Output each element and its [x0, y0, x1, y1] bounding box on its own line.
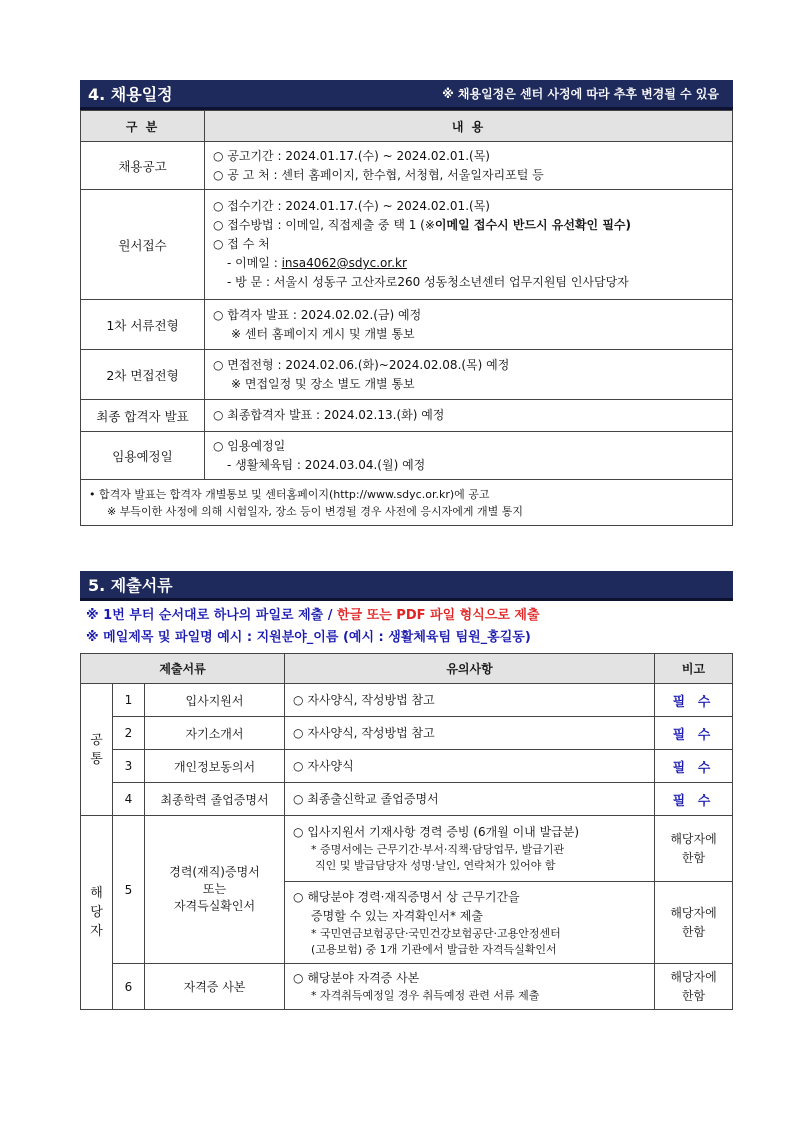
- row-label: 원서접수: [81, 190, 205, 300]
- doc-subnote: * 국민연금보험공단·국민건강보험공단·고용안정센터: [311, 926, 561, 940]
- doc-name: 자기소개서: [145, 717, 285, 750]
- section-documents: [80, 571, 733, 1010]
- row-line: ○ 합격자 발표 : 2024.02.02.(금) 예정: [213, 307, 422, 322]
- row-number: 4: [113, 783, 145, 816]
- table-row: [81, 190, 733, 300]
- group-common: 공 통: [81, 684, 113, 816]
- column-header-content: 내 용: [205, 111, 733, 142]
- row-line: ○ 공 고 처 : 센터 홈페이지, 한수협, 서청협, 서울일자리포털 등: [213, 167, 544, 182]
- email-link[interactable]: insa4062@sdyc.or.kr: [281, 256, 407, 270]
- row-line: ○ 최종합격자 발표 : 2024.02.13.(화) 예정: [213, 408, 445, 422]
- row-line: [213, 254, 724, 273]
- table-row: [81, 964, 733, 1010]
- row-number: 2: [113, 717, 145, 750]
- remark-applicable: 해당자에 한함: [655, 964, 733, 1010]
- row-label: 채용공고: [81, 142, 205, 190]
- remark-required: 필 수: [655, 717, 733, 750]
- column-header-docs: 제출서류: [81, 654, 285, 684]
- doc-note: ○ 자사양식, 작성방법 참고: [285, 717, 655, 750]
- table-row: [81, 142, 733, 190]
- table-row: [81, 717, 733, 750]
- doc-subnote: * 자격취득예정일 경우 취득예정 관련 서류 제출: [311, 989, 540, 1002]
- doc-subnote: 직인 및 발급담당자 성명·날인, 연락처가 있어야 함: [315, 859, 556, 872]
- row-number: 5: [113, 816, 145, 964]
- doc-subnote: (고용보험) 중 1개 기관에서 발급한 자격득실확인서: [311, 942, 557, 956]
- section-title: 4. 채용일정: [88, 85, 173, 104]
- remark-required: 필 수: [655, 783, 733, 816]
- table-row: [81, 400, 733, 432]
- note-format: 한글 또는 PDF 파일 형식으로 제출: [337, 608, 540, 623]
- row-label: 2차 면접전형: [81, 350, 205, 400]
- doc-note: ○ 최종출신학교 졸업증명서: [285, 783, 655, 816]
- row-line: ※ 센터 홈페이지 게시 및 개별 통보: [231, 326, 415, 341]
- doc-subnote: * 증명서에는 근무기간·부서·직책·담당업무, 발급기관: [311, 843, 565, 856]
- doc-name: 자격증 사본: [145, 964, 285, 1010]
- footer-note: • 합격자 발표는 합격자 개별통보 및 센터홈페이지(http://www.sdyc.or.kr)에 공고: [89, 487, 490, 501]
- remark-required: 필 수: [655, 684, 733, 717]
- doc-note: ○ 해당분야 자격증 사본: [293, 971, 420, 985]
- row-line: ○ 임용예정일: [213, 438, 286, 453]
- section-schedule: [80, 80, 733, 526]
- documents-table: [80, 653, 733, 1010]
- doc-note: ○ 자사양식, 작성방법 참고: [285, 684, 655, 717]
- footer-row: [81, 480, 733, 526]
- note-line: ※ 메일제목 및 파일명 예시 : 지원분야_이름 (예시 : 생활체육팀 팀원_홍길동): [86, 630, 531, 645]
- section-title: 5. 제출서류: [88, 576, 173, 595]
- method-text: ○ 접수방법 : 이메일, 직접제출 중 택 1 (※: [213, 218, 435, 232]
- column-header-category: 구 분: [81, 111, 205, 142]
- note-line: [86, 605, 727, 627]
- submission-notes: [80, 601, 733, 653]
- doc-name: 개인정보동의서: [145, 750, 285, 783]
- column-header-remarks: 비고: [655, 654, 733, 684]
- row-number: 6: [113, 964, 145, 1010]
- method-close: ): [625, 218, 631, 232]
- schedule-table: [80, 110, 733, 526]
- method-emphasis: 이메일 접수시 반드시 유선확인 필수: [434, 218, 626, 232]
- remark-applicable: 해당자에 한함: [655, 816, 733, 882]
- table-row: [81, 783, 733, 816]
- doc-name: 최종학력 졸업증명서: [145, 783, 285, 816]
- row-line: ○ 접 수 처: [213, 237, 270, 251]
- section-header: [80, 571, 733, 601]
- row-line: ※ 면접일정 및 장소 별도 개별 통보: [231, 376, 415, 391]
- remark-required: 필 수: [655, 750, 733, 783]
- row-line: ○ 공고기간 : 2024.01.17.(수) ~ 2024.02.01.(목): [213, 148, 490, 163]
- row-label: 최종 합격자 발표: [81, 400, 205, 432]
- doc-note: ○ 해당분야 경력·재직증명서 상 근무기간을: [293, 889, 520, 904]
- row-line: - 생활체육팀 : 2024.03.04.(월) 예정: [227, 457, 426, 472]
- row-number: 1: [113, 684, 145, 717]
- doc-note: ○ 자사양식: [285, 750, 655, 783]
- table-row: [81, 816, 733, 882]
- section-note: ※ 채용일정은 센터 사정에 따라 추후 변경될 수 있음: [442, 87, 719, 101]
- row-number: 3: [113, 750, 145, 783]
- doc-note: ○ 입사지원서 기재사항 경력 증빙 (6개월 이내 발급분): [293, 825, 580, 839]
- doc-note: 증명할 수 있는 자격확인서* 제출: [311, 908, 483, 923]
- row-label: 임용예정일: [81, 432, 205, 480]
- note-order: ※ 1번 부터 순서대로 하나의 파일로 제출 /: [86, 608, 338, 623]
- row-line: - 방 문 : 서울시 성동구 고산자로260 성동청소년센터 업무지원팀 인사담당자: [227, 275, 629, 289]
- email-label: - 이메일 :: [227, 256, 282, 270]
- column-header-notes: 유의사항: [285, 654, 655, 684]
- table-row: [81, 350, 733, 400]
- table-row: [81, 432, 733, 480]
- remark-applicable: 해당자에 한함: [655, 882, 733, 964]
- table-row: [81, 300, 733, 350]
- group-applicable: 해 당 자: [81, 816, 113, 1010]
- table-row: [81, 684, 733, 717]
- row-line: ○ 접수기간 : 2024.01.17.(수) ~ 2024.02.01.(목): [213, 199, 490, 213]
- doc-name: 입사지원서: [145, 684, 285, 717]
- table-row: [81, 750, 733, 783]
- row-line: ○ 면접전형 : 2024.02.06.(화)~2024.02.08.(목) 예정: [213, 357, 510, 372]
- row-line: [213, 216, 724, 235]
- section-header: [80, 80, 733, 110]
- footer-note: ※ 부득이한 사정에 의해 시험일자, 장소 등이 변경될 경우 사전에 응시자에게 개별 통지: [107, 504, 523, 518]
- doc-name: 경력(재직)증명서 또는 자격득실확인서: [145, 816, 285, 964]
- row-label: 1차 서류전형: [81, 300, 205, 350]
